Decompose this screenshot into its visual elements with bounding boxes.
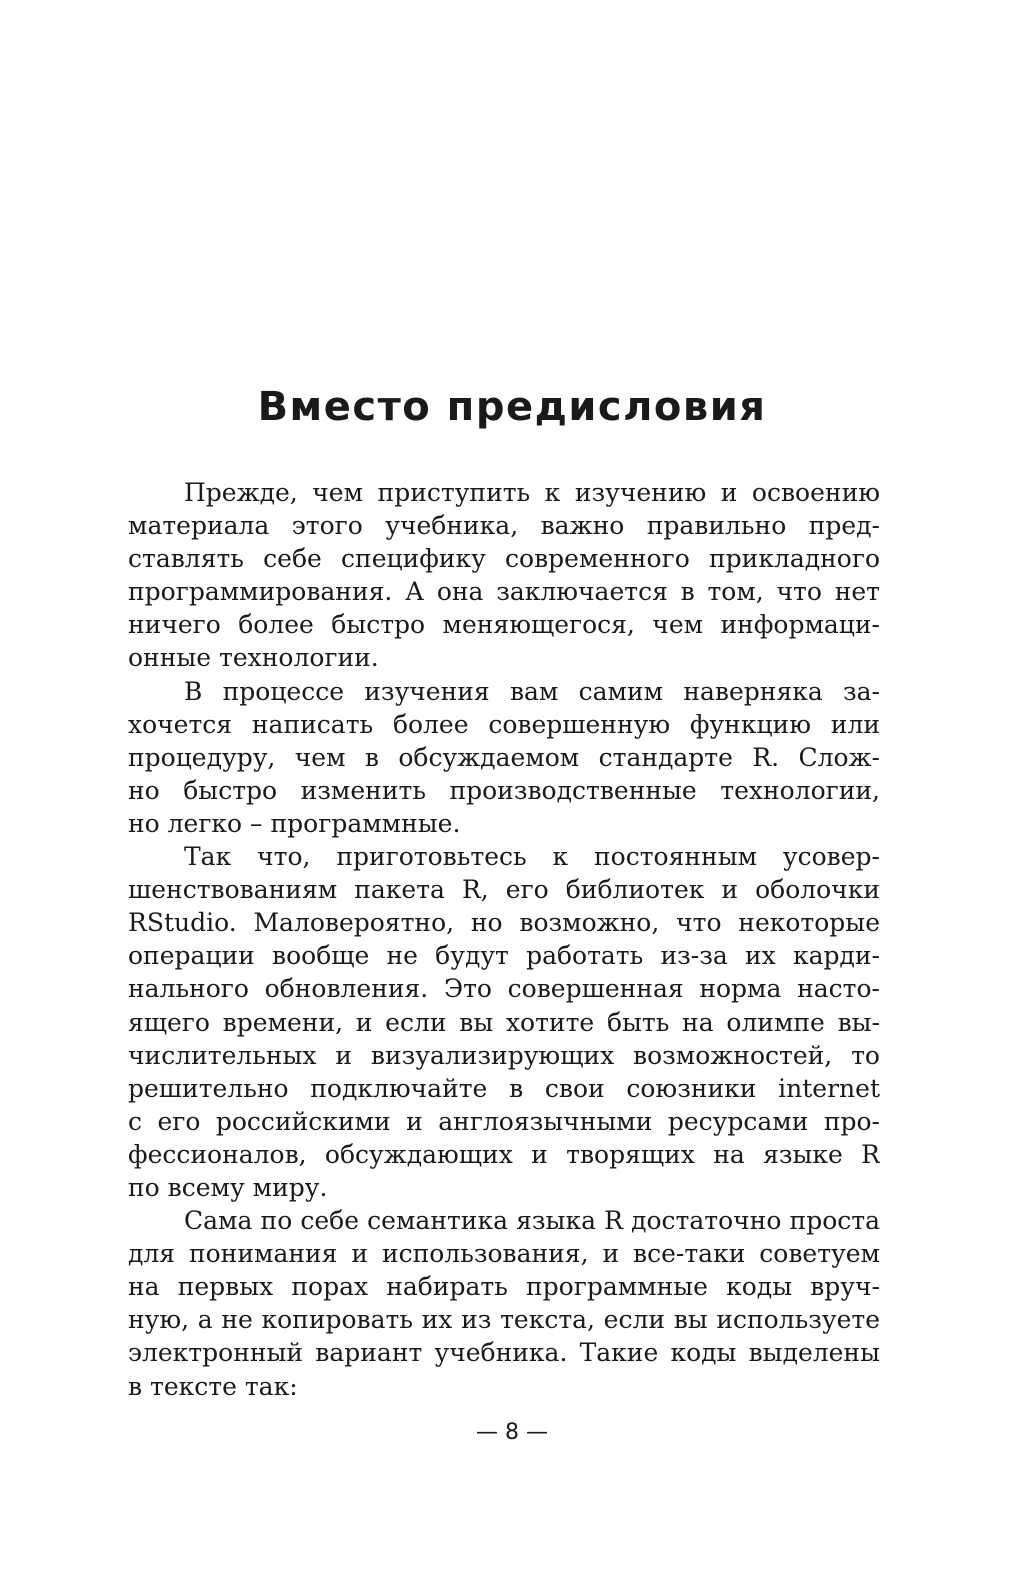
page-number: — 8 —: [476, 1420, 548, 1445]
text-line: Так что, приготовьтесь к постоянным усовер-: [184, 842, 880, 872]
text-line: но быстро изменить производственные технологии,: [128, 775, 880, 805]
text-line: Сама по себе семантика языка R достаточно проста: [184, 1206, 880, 1236]
text-line: ставлять себе специфику современного прикладного: [128, 544, 880, 574]
text-line: нального обновления. Это совершенная норма насто-: [128, 974, 880, 1004]
text-line: Прежде, чем приступить к изучению и освоению: [184, 478, 880, 507]
text-line: фессионалов, обсуждающих и творящих на языке R: [128, 1139, 880, 1169]
text-line: материала этого учебника, важно правильно пред-: [128, 511, 880, 541]
text-line: ящего времени, и если вы хотите быть на олимпе вы-: [128, 1007, 880, 1037]
body-text: [128, 476, 880, 1403]
chapter-title: Вместо предисловия: [257, 384, 767, 430]
text-line: ничего более быстро меняющегося, чем информаци-: [128, 610, 880, 640]
text-line: ную, а не копировать их из текста, если вы используете: [128, 1305, 880, 1335]
paragraph: [128, 840, 880, 1204]
text-line: шенствованиям пакета R, его библиотек и оболочки: [128, 875, 880, 905]
paragraph: [128, 675, 880, 840]
text-line: процедуру, чем в обсуждаемом стандарте R. Слож-: [128, 742, 880, 772]
text-line: для понимания и использования, и все-таки советуем: [128, 1239, 880, 1269]
paragraph: [128, 476, 880, 675]
text-line: В процессе изучения вам самим наверняка за-: [184, 676, 880, 706]
text-line: но легко – программные.: [128, 808, 461, 838]
text-line: в тексте так:: [128, 1371, 298, 1401]
text-line: хочется написать более совершенную функцию или: [128, 709, 880, 739]
text-line: на первых порах набирать программные коды вруч-: [128, 1272, 880, 1302]
text-line: программирования. А она заключается в том, что нет: [128, 577, 880, 607]
text-line: с его российскими и англоязычными ресурсами про-: [128, 1106, 880, 1136]
text-line: числительных и визуализирующих возможностей, то: [128, 1040, 880, 1070]
text-line: онные технологии.: [128, 643, 379, 673]
text-line: по всему миру.: [128, 1172, 328, 1202]
paragraph: [128, 1204, 880, 1403]
text-line: RStudio. Маловероятно, но возможно, что некоторые: [128, 908, 880, 938]
text-line: электронный вариант учебника. Такие коды выделены: [128, 1338, 880, 1368]
text-line: операции вообще не будут работать из-за их карди-: [128, 941, 880, 971]
text-line: решительно подключайте в свои союзники internet: [128, 1073, 880, 1103]
